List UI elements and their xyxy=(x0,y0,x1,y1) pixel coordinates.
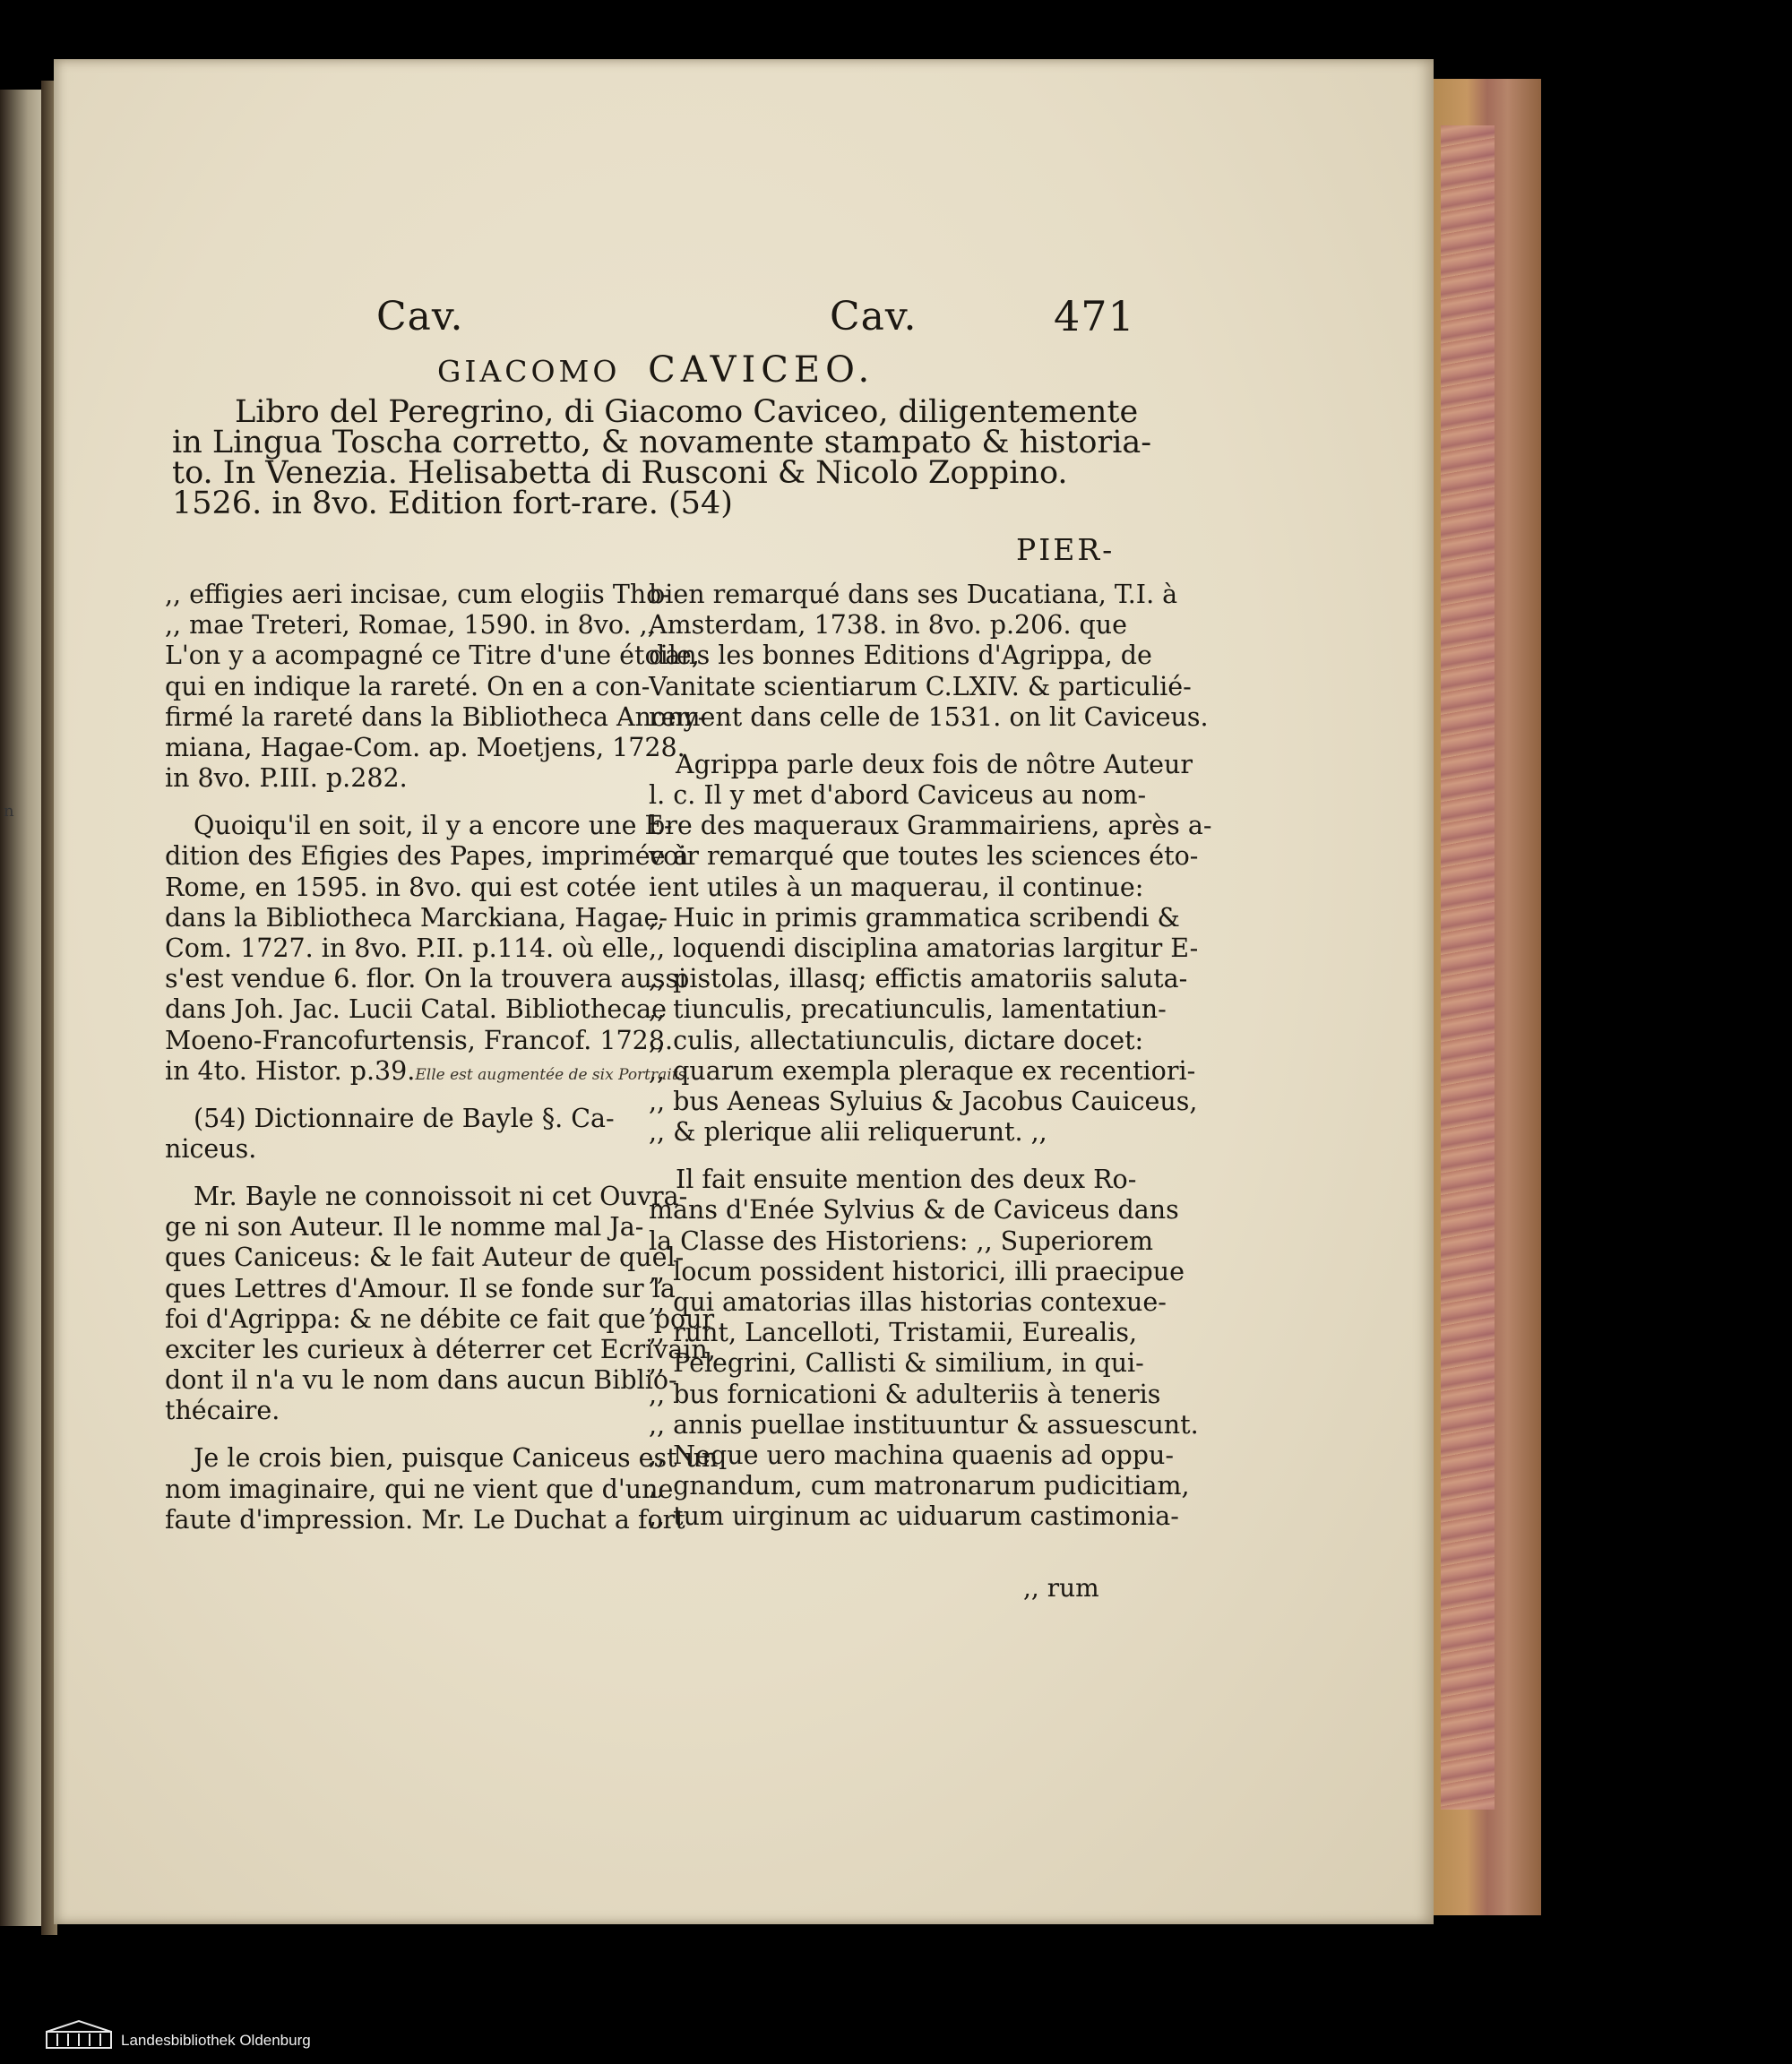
right-column-line: l. c. Il y met d'abord Caviceus au nom- xyxy=(649,780,1147,810)
left-column-line: ques Caniceus: & le fait Auteur de quel- xyxy=(165,1243,685,1273)
right-column-line: ,, tum uirginum ac uiduarum castimonia- xyxy=(649,1501,1179,1532)
running-header-right: Cav. xyxy=(830,294,918,340)
right-column-line: ,, annis puellae instituuntur & assuescunt. xyxy=(649,1409,1199,1440)
marbled-page-edge xyxy=(1441,125,1495,1810)
right-column-line: Vanitate scientiarum C.LXIV. & particulié- xyxy=(649,671,1192,701)
left-column-line: L'on y a acompagné ce Titre d'une étoile, xyxy=(165,641,700,671)
left-column-line: dition des Efigies des Papes, imprimée à xyxy=(165,841,689,872)
library-name: Landesbibliothek Oldenburg xyxy=(121,2032,311,2049)
right-column-line: ,, gnandum, cum matronarum pudicitiam, xyxy=(649,1471,1190,1501)
page-number: 471 xyxy=(1054,292,1135,340)
left-column-line: thécaire. xyxy=(165,1396,280,1426)
right-column-line: Agrippa parle deux fois de nôtre Auteur xyxy=(676,749,1193,779)
right-column-line: ,, culis, allectatiunculis, dictare docet: xyxy=(649,1025,1144,1055)
left-column-line: ,, effigies aeri incisae, cum elogiis Tho- xyxy=(165,580,670,609)
right-column-line: ,, runt, Lancelloti, Tristamii, Eurealis, xyxy=(649,1318,1138,1348)
left-column-line: dans Joh. Jac. Lucii Catal. Bibliothecae xyxy=(165,994,668,1025)
right-column-line: Amsterdam, 1738. in 8vo. p.206. que xyxy=(649,610,1128,641)
left-column-line: dans la Bibliotheca Marckiana, Hagae- xyxy=(165,902,668,933)
entry-line: Libro del Peregrino, di Giacomo Caviceo, diligentemente xyxy=(235,394,1139,430)
left-column-line: exciter les curieux à déterrer cet Ecrivain, xyxy=(165,1335,716,1365)
left-column-line: s'est vendue 6. flor. On la trouvera aussi xyxy=(165,964,687,994)
left-column-line: qui en indique la rareté. On en a con- xyxy=(165,671,650,701)
right-column-line: mans d'Enée Sylvius & de Caviceus dans xyxy=(649,1195,1179,1226)
right-column-line: ,, & plerique alii reliquerunt. ,, xyxy=(649,1117,1047,1148)
right-column-line: ,, pistolas, illasq; effictis amatoriis saluta- xyxy=(649,964,1188,994)
left-column-line: in 4to. Histor. p.39.Elle est augmentée de six Portraits. xyxy=(165,1055,691,1086)
right-column-line: ,, qui amatorias illas historias contexue- xyxy=(649,1287,1167,1318)
right-column-line: ,, Pelegrini, Callisti & similium, in qui- xyxy=(649,1348,1144,1379)
right-column-line: la Classe des Historiens: ,, Superiorem xyxy=(649,1226,1154,1256)
right-column-line: ,, tiunculis, precatiunculis, lamentatiun- xyxy=(649,994,1167,1025)
handwritten-note: Elle est augmentée de six Portraits. xyxy=(415,1065,691,1084)
left-column-line: ,, mae Treteri, Romae, 1590. in 8vo. ,, xyxy=(165,610,656,641)
right-column-line: rement dans celle de 1531. on lit Caviceus. xyxy=(649,701,1209,732)
right-column-line: ,, locum possident historici, illi praecipue xyxy=(649,1256,1185,1286)
right-column-line: ,, bus Aeneas Syluius & Jacobus Cauiceus, xyxy=(649,1087,1198,1116)
left-page-edge xyxy=(0,90,47,1926)
right-column-line: voir remarqué que toutes les sciences éto- xyxy=(649,841,1199,872)
left-column-line: Mr. Bayle ne connoissoit ni cet Ouvra- xyxy=(194,1182,688,1212)
left-column-line: Com. 1727. in 8vo. P.II. p.114. où elle xyxy=(165,933,649,963)
right-column-line: ient utiles à un maquerau, il continue: xyxy=(649,872,1144,902)
left-column-line: faute d'impression. Mr. Le Duchat a fort xyxy=(165,1504,685,1535)
entry-line: 1526. in 8vo. Edition fort-rare. (54) xyxy=(172,486,733,521)
right-column-line: dans les bonnes Editions d'Agrippa, de xyxy=(649,641,1152,671)
left-column-line: dont il n'a vu le nom dans aucun Biblio- xyxy=(165,1365,677,1396)
left-column-line: Je le crois bien, puisque Caniceus est un xyxy=(194,1443,719,1474)
catchword-top: PIER- xyxy=(1016,532,1116,567)
left-margin-mark: n xyxy=(4,802,14,821)
right-column-line: ,, Neque uero machina quaenis ad oppu- xyxy=(649,1440,1174,1471)
left-column-line: niceus. xyxy=(165,1134,257,1165)
left-column-line: Rome, en 1595. in 8vo. qui est cotée xyxy=(165,872,637,902)
left-column-line: nom imaginaire, qui ne vient que d'une xyxy=(165,1474,674,1504)
left-column-line: ques Lettres d'Amour. Il se fonde sur la xyxy=(165,1273,676,1303)
library-building-icon xyxy=(45,2019,113,2050)
right-column-line: ,, Huic in primis grammatica scribendi & xyxy=(649,902,1180,933)
entry-line: in Lingua Toscha corretto, & novamente stampato & historia- xyxy=(172,425,1152,460)
entry-line: to. In Venezia. Helisabetta di Rusconi & Nicolo Zoppino. xyxy=(172,455,1068,491)
left-column-line: foi d'Agrippa: & ne débite ce fait que pour xyxy=(165,1303,715,1334)
right-column-line: ,, loquendi disciplina amatorias largitur E- xyxy=(649,933,1199,963)
left-column-line: miana, Hagae-Com. ap. Moetjens, 1728. xyxy=(165,733,685,762)
left-column-line: firmé la rareté dans la Bibliotheca Anony- xyxy=(165,701,707,732)
right-column-line: bien remarqué dans ses Ducatiana, T.I. à xyxy=(649,580,1178,609)
left-column-line: Quoiqu'il en soit, il y a encore une E- xyxy=(194,811,673,841)
left-column-line: (54) Dictionnaire de Bayle §. Ca- xyxy=(194,1103,615,1133)
right-column-line: Il fait ensuite mention des deux Ro- xyxy=(676,1165,1137,1195)
entry-title xyxy=(437,349,874,391)
left-column-line: in 8vo. P.III. p.282. xyxy=(165,763,408,794)
running-header-left: Cav. xyxy=(376,294,464,340)
author-first-name: GIACOMO xyxy=(437,354,621,389)
right-column-line: ,, bus fornicationi & adulteriis à teneris xyxy=(649,1379,1161,1409)
author-last-name: CAVICEO. xyxy=(648,349,875,391)
catchword-bottom: ,, rum xyxy=(1023,1573,1099,1603)
left-column-line: Moeno-Francofurtensis, Francof. 1728. xyxy=(165,1025,674,1055)
right-column-line: bre des maqueraux Grammairiens, après a- xyxy=(649,811,1212,841)
left-column-line: ge ni son Auteur. Il le nomme mal Ja- xyxy=(165,1212,644,1243)
right-column-line: ,, quarum exempla pleraque ex recentiori- xyxy=(649,1055,1196,1086)
